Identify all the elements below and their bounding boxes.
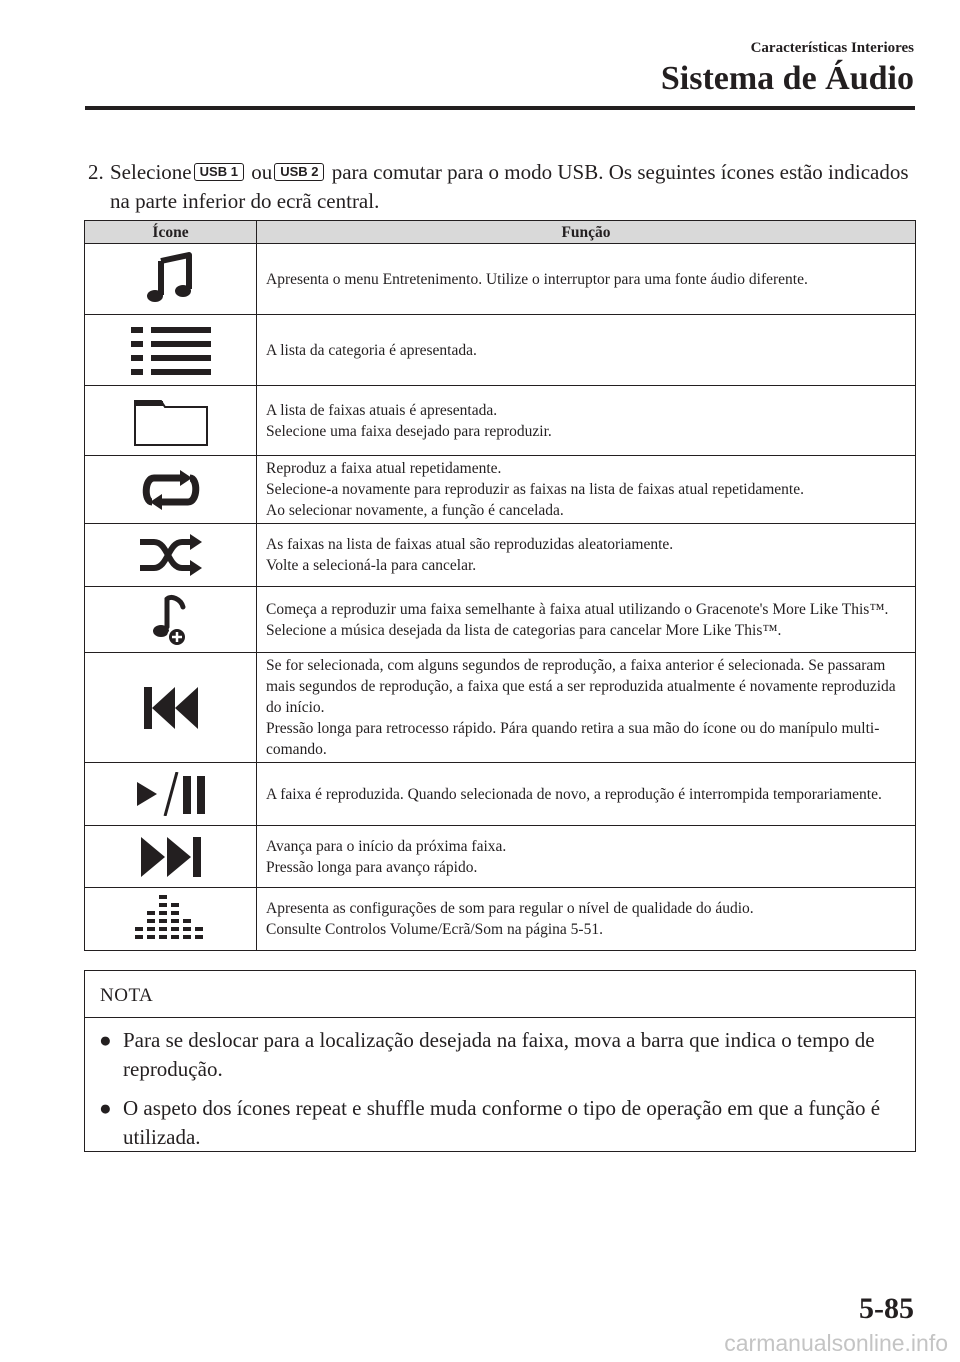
page-title: Sistema de Áudio bbox=[660, 60, 914, 97]
function-cell bbox=[257, 587, 916, 653]
list-item bbox=[99, 1026, 889, 1084]
step-text-after: para comutar para o modo USB. Os seguintes ícones estão indicados na parte inferior do ecrã central. bbox=[110, 160, 909, 213]
table-row bbox=[85, 587, 916, 653]
note-text: Para se deslocar para a localização desejada na faixa, mova a barra que indica o tempo de reprodução. bbox=[123, 1028, 875, 1081]
column-header-icon: Ícone bbox=[85, 221, 257, 244]
note-text: O aspeto dos ícones repeat e shuffle muda conforme o tipo de operação em que a função é utilizada. bbox=[123, 1096, 881, 1149]
previous-track-icon bbox=[144, 687, 198, 729]
function-text: Consulte Controlos Volume/Ecrã/Som na página 5-51. bbox=[266, 921, 603, 938]
icon-cell bbox=[85, 315, 257, 386]
note-box bbox=[84, 970, 916, 1152]
step-text-before: Selecione bbox=[110, 160, 192, 184]
icon-cell bbox=[85, 386, 257, 456]
note-list bbox=[99, 1026, 889, 1162]
function-cell bbox=[257, 456, 916, 524]
table-row bbox=[85, 386, 916, 456]
function-text: Pressão longa para retrocesso rápido. Pára quando retira a sua mão do ícone ou do manípulo multi-comando. bbox=[266, 720, 880, 758]
function-text: Apresenta o menu Entretenimento. Utilize o interruptor para uma fonte áudio diferente. bbox=[266, 270, 808, 288]
function-text: Pressão longa para avanço rápido. bbox=[266, 858, 478, 876]
step-number: 2. bbox=[88, 160, 104, 184]
icon-cell bbox=[85, 244, 257, 315]
icon-cell bbox=[85, 763, 257, 826]
function-text: Ao selecionar novamente, a função é cancelada. bbox=[266, 502, 564, 519]
table-row bbox=[85, 653, 916, 763]
watermark: carmanualsonline.info bbox=[724, 1330, 948, 1356]
function-cell bbox=[257, 763, 916, 826]
function-text: Selecione-a novamente para reproduzir as faixas na lista de faixas atual repetidamente. bbox=[266, 481, 804, 498]
category-list-icon bbox=[131, 325, 211, 375]
function-cell bbox=[257, 315, 916, 386]
function-cell bbox=[257, 244, 916, 315]
repeat-icon bbox=[140, 470, 202, 510]
function-cell bbox=[257, 653, 916, 763]
music-note-icon bbox=[143, 251, 199, 307]
icon-cell bbox=[85, 456, 257, 524]
icon-cell bbox=[85, 888, 257, 951]
function-cell bbox=[257, 826, 916, 888]
function-text: A lista da categoria é apresentada. bbox=[266, 341, 477, 359]
bullet-icon: ● bbox=[99, 1096, 112, 1120]
list-item bbox=[99, 1094, 889, 1152]
shuffle-icon bbox=[138, 534, 204, 576]
function-text: Começa a reproduzir uma faixa semelhante à faixa atual utilizando o Gracenote's More Like This™. bbox=[266, 600, 889, 618]
note-divider bbox=[85, 1017, 915, 1018]
function-text: Se for selecionada, com alguns segundos de reprodução, a faixa anterior é selecionada. Se passaram mais segundos de reprodução, a faixa que está a ser reproduzida atualmente é novamente reproduzida do início. bbox=[266, 657, 896, 716]
table-row bbox=[85, 763, 916, 826]
table-row bbox=[85, 826, 916, 888]
function-text: Volte a selecioná-la para cancelar. bbox=[266, 557, 477, 574]
table-header-row bbox=[85, 221, 916, 244]
note-title: NOTA bbox=[100, 985, 154, 1006]
function-text: As faixas na lista de faixas atual são reproduzidas aleatoriamente. bbox=[266, 536, 674, 553]
function-text: Reproduz a faixa atual repetidamente. bbox=[266, 460, 502, 477]
function-text: Selecione a música desejada da lista de categorias para cancelar More Like This™. bbox=[266, 621, 782, 639]
play-pause-icon bbox=[137, 772, 205, 816]
section-heading: Características Interiores bbox=[750, 40, 914, 56]
column-header-function: Função bbox=[257, 221, 916, 244]
next-track-icon bbox=[141, 837, 201, 877]
step-paragraph bbox=[88, 158, 918, 216]
more-like-this-icon bbox=[151, 593, 191, 647]
table-row bbox=[85, 888, 916, 951]
table-row bbox=[85, 244, 916, 315]
function-text: Avança para o início da próxima faixa. bbox=[266, 837, 507, 855]
icon-cell bbox=[85, 653, 257, 763]
table-row bbox=[85, 456, 916, 524]
function-cell bbox=[257, 386, 916, 456]
icon-function-table bbox=[84, 220, 916, 951]
folder-icon bbox=[133, 395, 209, 447]
equalizer-icon bbox=[131, 895, 211, 943]
function-text: A faixa é reproduzida. Quando selecionada de novo, a reprodução é interrompida temporariamente. bbox=[266, 785, 882, 803]
icon-cell bbox=[85, 587, 257, 653]
function-cell bbox=[257, 888, 916, 951]
icon-cell bbox=[85, 826, 257, 888]
function-cell bbox=[257, 524, 916, 587]
function-text: A lista de faixas atuais é apresentada. bbox=[266, 401, 498, 419]
table-row bbox=[85, 315, 916, 386]
function-text: Apresenta as configurações de som para regular o nível de qualidade do áudio. bbox=[266, 900, 754, 917]
bullet-icon: ● bbox=[99, 1028, 112, 1052]
usb1-button-label: USB 1 bbox=[194, 163, 244, 181]
page-number: 5-85 bbox=[859, 1292, 914, 1325]
table-row bbox=[85, 524, 916, 587]
usb2-button-label: USB 2 bbox=[274, 163, 324, 181]
icon-cell bbox=[85, 524, 257, 587]
step-text-or: ou bbox=[251, 160, 273, 184]
header-divider bbox=[85, 106, 915, 110]
function-text: Selecione uma faixa desejado para reproduzir. bbox=[266, 422, 552, 440]
